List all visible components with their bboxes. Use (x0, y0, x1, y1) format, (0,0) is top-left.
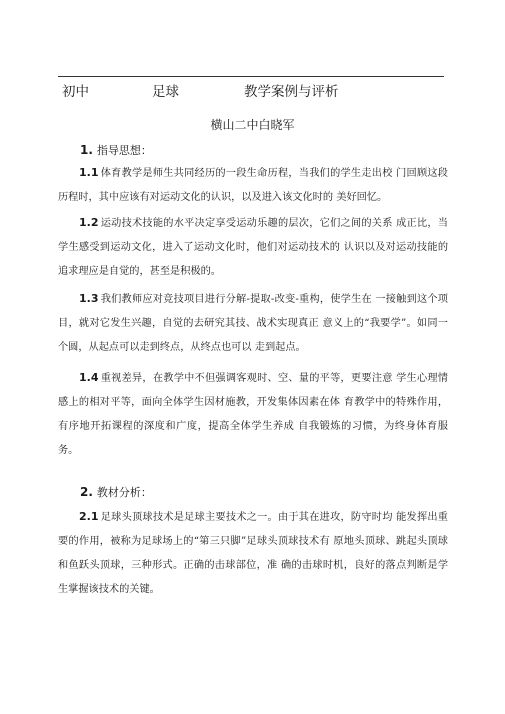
paragraph-text: 足球头顶球技术是足球主要技术之一。由于其在进攻，防守时均 能发挥出重要的作用，被称为足球场上的“第三只脚”足球头顶球技术有 原地头顶球、跳起头顶球和鱼跃头顶球，三种形式。正确的击球部位，准 确的击球时机，良好的落点判断是学生掌握该技术的关键。 (58, 512, 448, 595)
paragraph-number: 2.1 (79, 510, 99, 523)
paragraph-1-3 (58, 287, 448, 360)
paragraph-1-2 (58, 211, 448, 284)
author-line: 横山二中白晓军 (210, 118, 295, 132)
paragraph-1-4 (58, 366, 448, 463)
paragraph-number: 1.3 (79, 292, 99, 305)
section-number: 1. (80, 143, 93, 157)
paragraph-text: 重视差异，在教学中不但强调客观时、空、量的平等，更要注意 学生心理情感上的相对平等，面向全体学生因材施教，开发集体因素在体 育教学中的特殊作用，有序地开拓课程的深度和广度，提高全体学生养成 自我锻炼的习惯，为终身体育服务。 (58, 373, 448, 456)
title-subject: 足球 (152, 84, 179, 100)
document-title (58, 80, 444, 100)
title-level: 初中 (62, 84, 89, 100)
paragraph-number: 1.1 (79, 166, 99, 179)
section-number: 2. (80, 485, 93, 499)
title-main: 教学案例与评析 (244, 84, 339, 100)
section-heading-text: 指导思想： (96, 144, 152, 157)
paragraph-1-1 (58, 161, 448, 210)
paragraph-2-1 (58, 505, 448, 602)
section-heading-text: 教材分析： (96, 486, 152, 499)
paragraph-number: 1.4 (79, 371, 99, 384)
paragraph-text: 体育教学是师生共同经历的一段生命历程，当我们的学生走出校 门回顾这段历程时，其中应该有对运动文化的认识，以及进入该文化时的 美好回忆。 (58, 168, 448, 203)
paragraph-text: 我们教师应对竞技项目进行分解-提取-改变-重构，使学生在 一接触到这个项目，就对它发生兴趣，自觉的去研究其技、战术实现真正 意义上的“我要学”。如同一个圆，从起点可以走到终点，从终点也可以 走到起点。 (58, 294, 448, 353)
paragraph-text: 运动技术技能的水平决定享受运动乐趣的层次，它们之间的关系 成正比，当学生感受到运动文化，进入了运动文化时，他们对运动技术的 认识以及对运动技能的追求理应是自觉的，甚至是积极的。 (58, 218, 448, 277)
section-heading-2 (80, 484, 152, 500)
section-heading-1 (80, 142, 152, 158)
paragraph-number: 1.2 (79, 216, 99, 229)
header-rule (58, 76, 444, 77)
